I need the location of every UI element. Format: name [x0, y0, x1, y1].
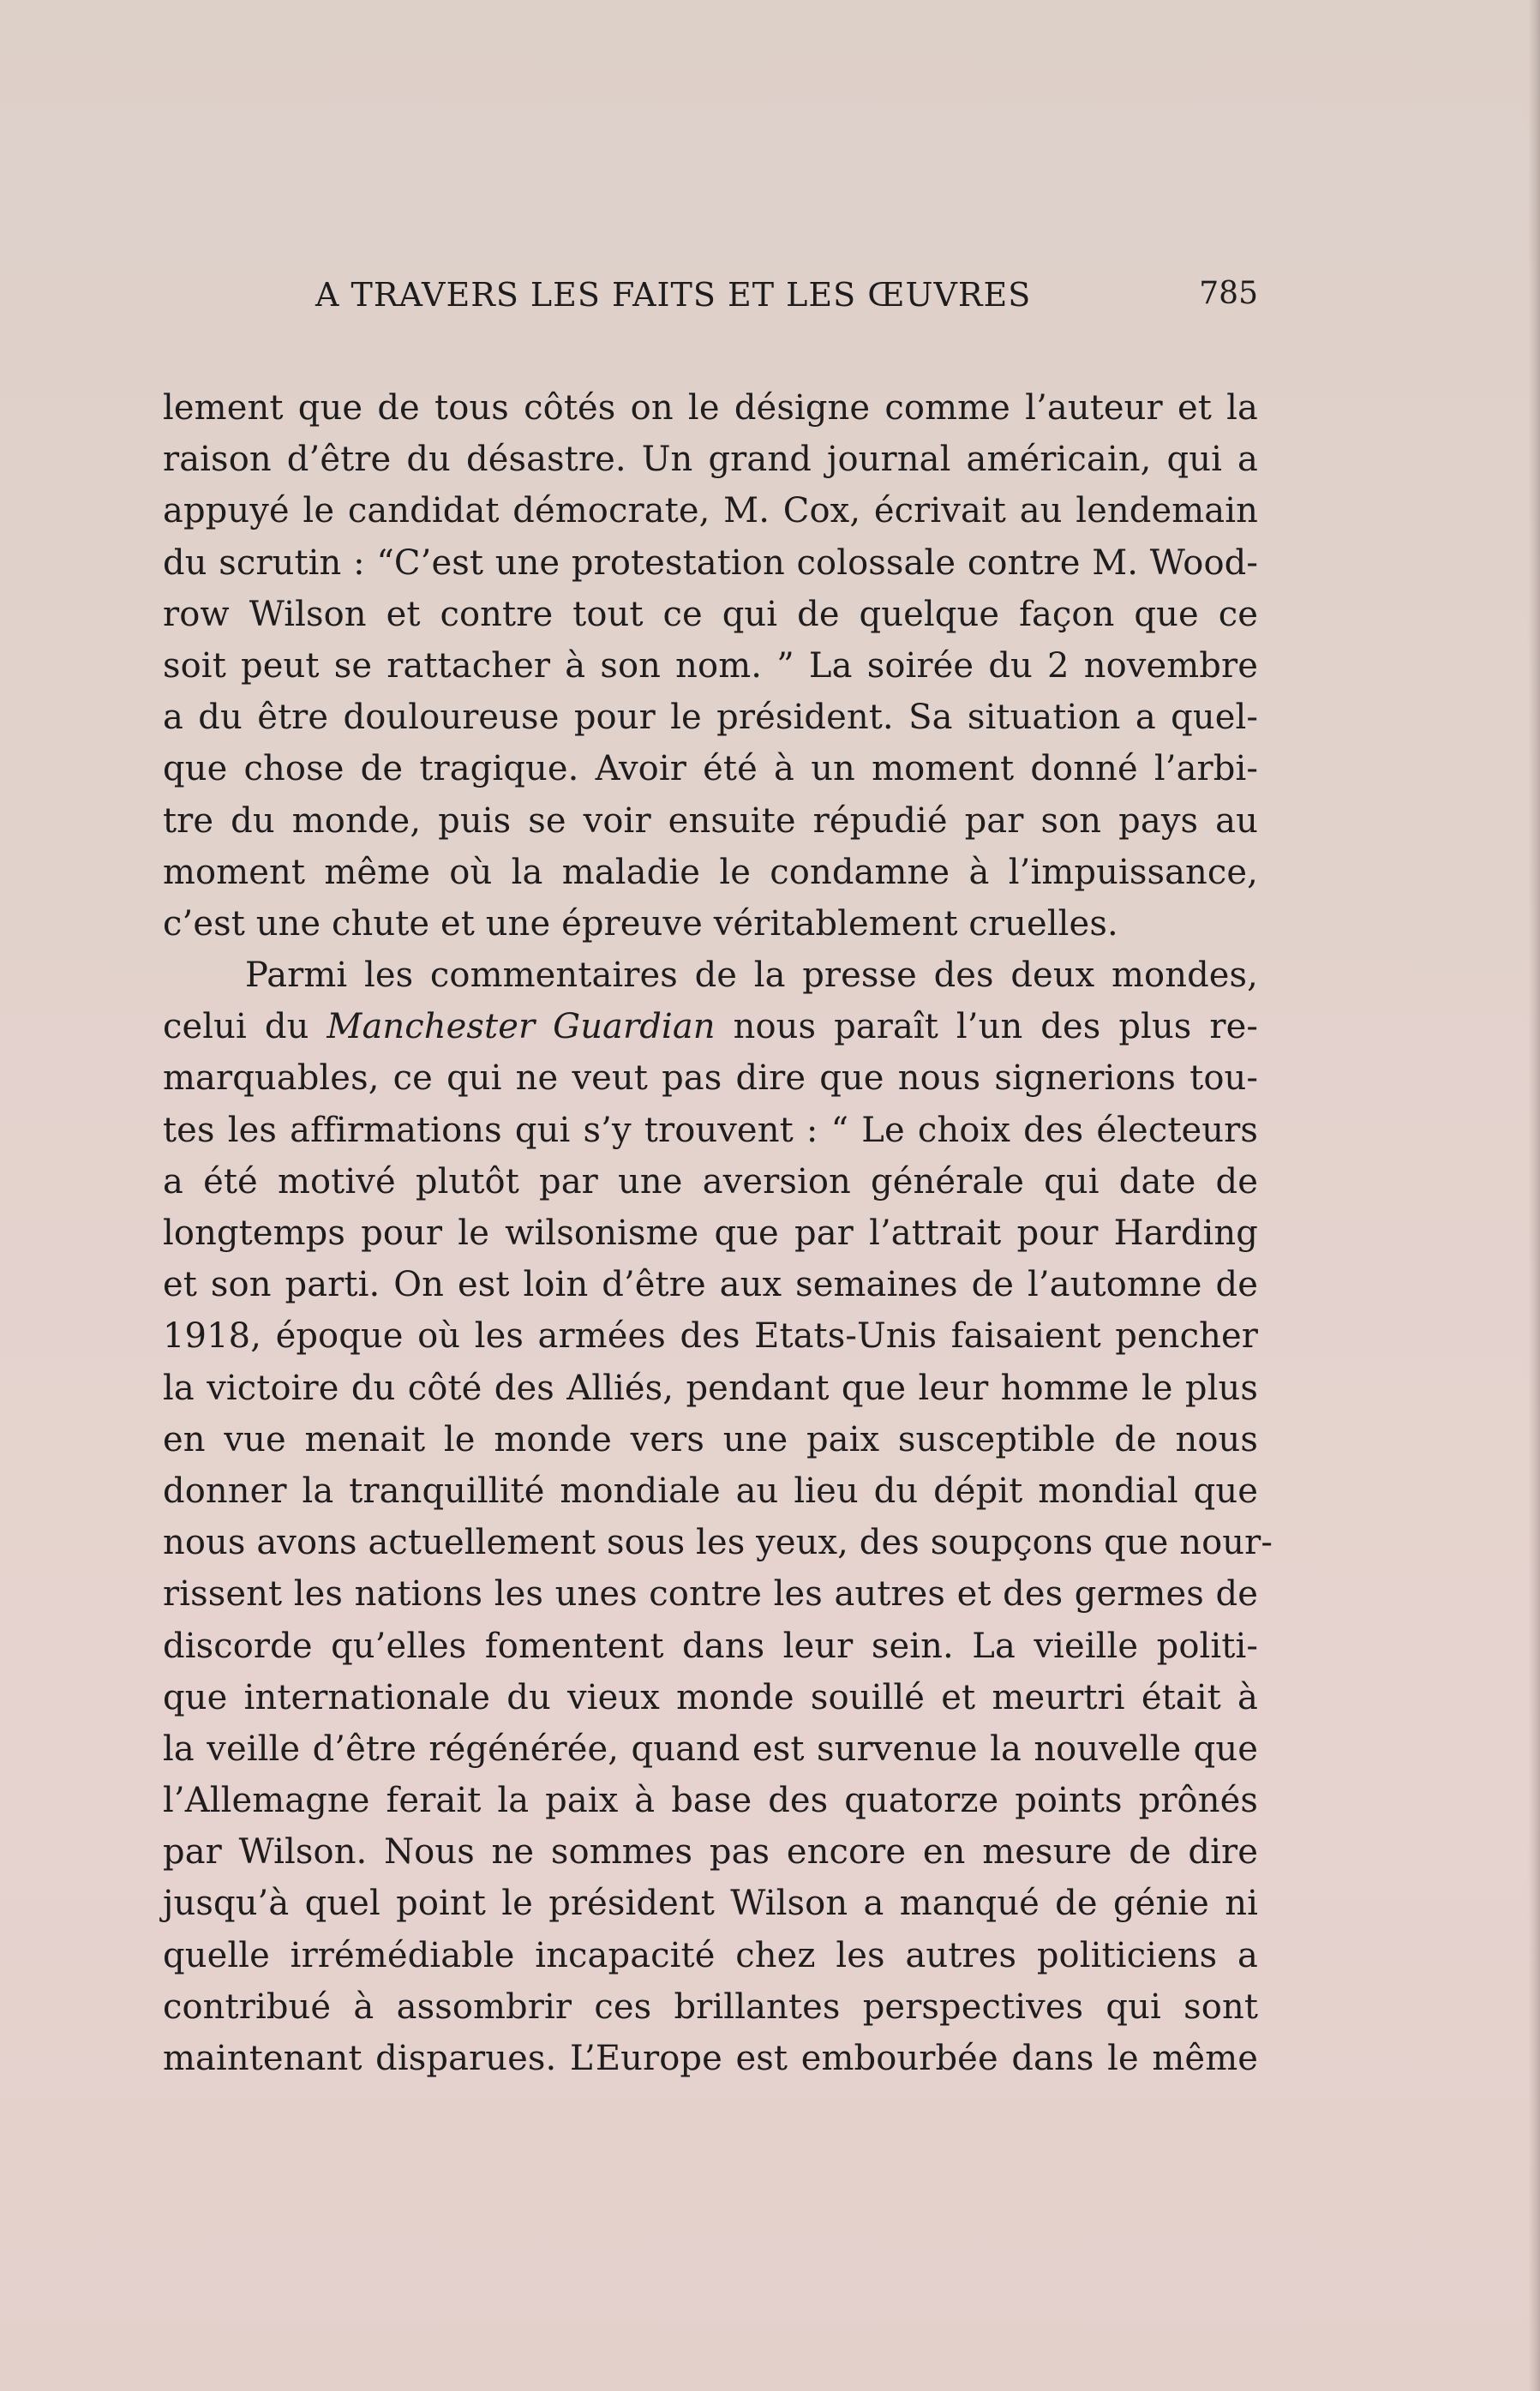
text-line: l’Allemagne ferait la paix à base des quatorze points prônés — [163, 1781, 1258, 1821]
text-line: appuyé le candidat démocrate, M. Cox, écrivait au lendemain — [163, 491, 1258, 531]
line-segment: nous paraît l’un des plus re- — [715, 1007, 1258, 1047]
text-line: raison d’être du désastre. Un grand journal américain, qui a — [163, 440, 1258, 480]
paragraph-start-line: Parmi les commentaires de la presse des deux mondes, — [245, 956, 1258, 996]
text-line: jusqu’à quel point le président Wilson a manqué de génie ni — [163, 1884, 1258, 1924]
text-line: que chose de tragique. Avoir été à un moment donné l’arbi- — [163, 749, 1258, 789]
page-number: 785 — [1199, 276, 1258, 311]
text-line: longtemps pour le wilsonisme que par l’attrait pour Harding — [163, 1213, 1258, 1253]
text-line: contribué à assombrir ces brillantes perspectives qui sont — [163, 1987, 1258, 2027]
running-head — [161, 276, 1258, 327]
text-line: discorde qu’elles fomentent dans leur sein. La vieille politi- — [163, 1626, 1258, 1666]
text-line: row Wilson et contre tout ce qui de quelque façon que ce — [163, 594, 1258, 634]
text-line: par Wilson. Nous ne sommes pas encore en mesure de dire — [163, 1832, 1258, 1873]
text-line: en vue menait le monde vers une paix susceptible de nous — [163, 1419, 1258, 1459]
paragraph-end-line: c’est une chute et une épreuve véritablement cruelles. — [163, 903, 1118, 944]
text-line: que internationale du vieux monde souillé et meurtri était à — [163, 1677, 1258, 1717]
text-line: la victoire du côté des Alliés, pendant que leur homme le plus — [163, 1368, 1258, 1408]
running-title: A TRAVERS LES FAITS ET LES ŒUVRES — [315, 276, 1032, 314]
text-line: moment même où la maladie le condamne à l’impuissance, — [163, 852, 1258, 892]
text-line: tes les affirmations qui s’y trouvent : “ Le choix des électeurs — [163, 1110, 1258, 1150]
text-line-with-italic — [163, 1001, 1258, 1052]
body-text — [163, 382, 1273, 2084]
text-line: et son parti. On est loin d’être aux semaines de l’automne de — [163, 1265, 1258, 1305]
text-line: marquables, ce qui ne veut pas dire que nous signerions tou- — [163, 1058, 1258, 1099]
text-line: tre du monde, puis se voir ensuite répudié par son pays au — [163, 800, 1258, 841]
text-line: nous avons actuellement sous les yeux, des soupçons que nour- — [163, 1523, 1273, 1563]
text-line: du scrutin : “C’est une protestation colossale contre M. Wood- — [163, 542, 1258, 583]
text-line: a du être douloureuse pour le président. Sa situation a quel- — [163, 698, 1258, 738]
text-line: a été motivé plutôt par une aversion générale qui date de — [163, 1161, 1258, 1201]
text-line: donner la tranquillité mondiale au lieu du dépit mondial que — [163, 1471, 1258, 1511]
text-line: maintenant disparues. L’Europe est embourbée dans le même — [163, 2039, 1258, 2078]
text-line: la veille d’être régénérée, quand est survenue la nouvelle que — [163, 1729, 1258, 1769]
page-edge-shadow — [1528, 0, 1540, 2391]
text-line: 1918, époque où les armées des Etats-Unis faisaient pencher — [163, 1316, 1258, 1357]
text-line: quelle irrémédiable incapacité chez les autres politiciens a — [163, 1935, 1258, 1975]
line-segment: celui du — [163, 1007, 327, 1047]
text-line: soit peut se rattacher à son nom. ” La soirée du 2 novembre — [163, 645, 1258, 686]
text-line: lement que de tous côtés on le désigne comme l’auteur et la — [163, 388, 1258, 428]
text-line: rissent les nations les unes contre les autres et des germes de — [163, 1574, 1258, 1615]
newspaper-title: Manchester Guardian — [327, 1007, 716, 1047]
